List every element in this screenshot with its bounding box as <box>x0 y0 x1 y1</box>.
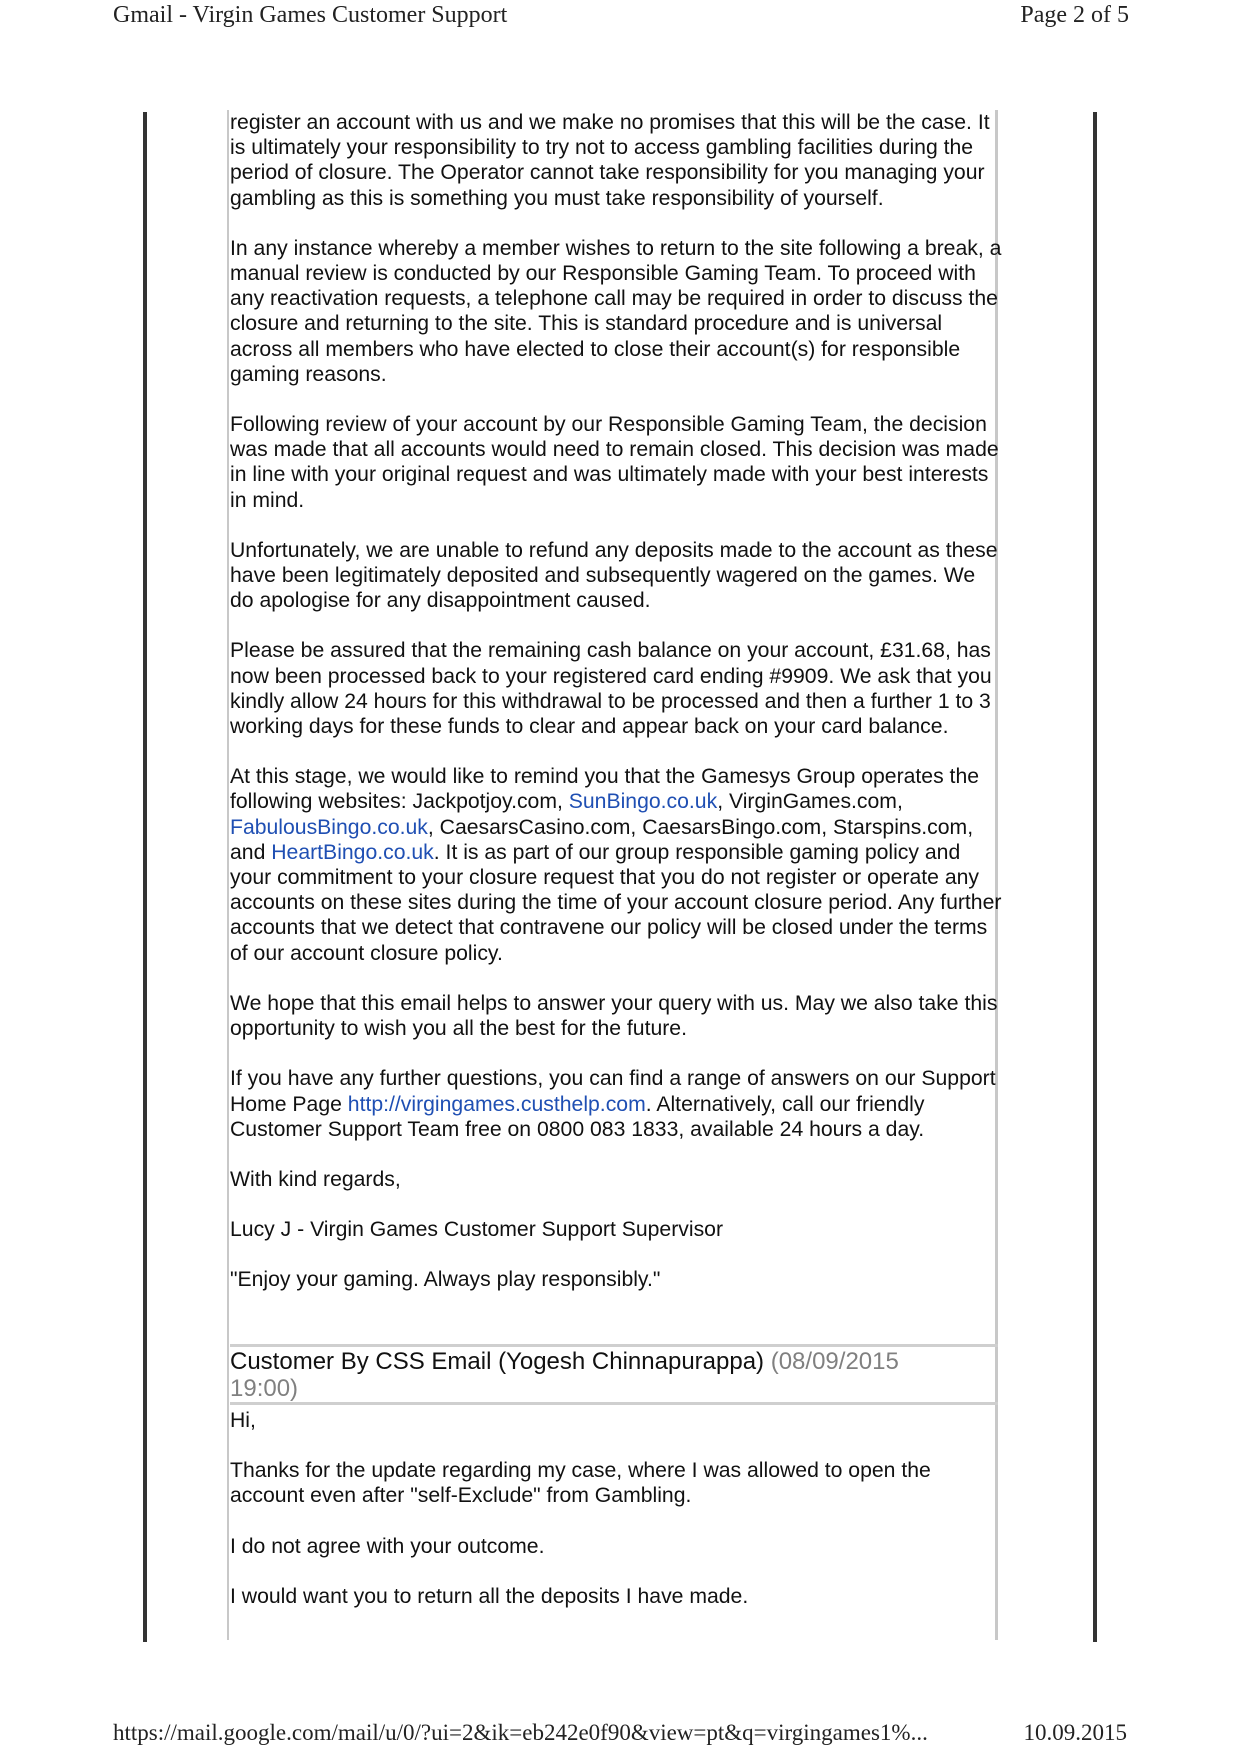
support-reply-message <box>230 110 1002 1318</box>
paragraph-tagline: "Enjoy your gaming. Always play responsibly." <box>230 1268 661 1292</box>
message-separator-top <box>230 1344 998 1347</box>
message-separator-bottom <box>230 1402 998 1405</box>
paragraph-group-websites: At this stage, we would like to remind you that the Gamesys Group operates the following websites: Jackpotjoy.com, SunBingo.co.uk, VirginGames.com, FabulousBingo.co.uk, CaesarsCasino.com, CaesarsBingo.com, Starspins.com, and HeartBingo.co.uk. It is as part of our group responsible gaming policy and your commitment to your closure request that you do not register or operate any accounts on these sites during the time of your account closure period. Any further accounts that we detect that contravene our policy will be closed under the terms of our account closure policy. <box>230 765 1002 965</box>
customer-message-sender: Customer By CSS Email (Yogesh Chinnapurappa) <box>230 1348 765 1375</box>
paragraph-support-contact: If you have any further questions, you can find a range of answers on our Support Home Page http://virgingames.custhelp.com. Alternatively, call our friendly Customer Support Team free on 0800 083 1833, available 24 hours a day. <box>230 1067 996 1141</box>
paragraph-signature: Lucy J - Virgin Games Customer Support Supervisor <box>230 1218 724 1242</box>
paragraph-regards: With kind regards, <box>230 1167 401 1191</box>
paragraph-thanks: Thanks for the update regarding my case, where I was allowed to open the account even after "self-Exclude" from Gambling. <box>230 1459 931 1508</box>
print-header-title: Gmail - Virgin Games Customer Support <box>113 2 508 28</box>
paragraph-return-deposits: I would want you to return all the deposits I have made. <box>230 1584 749 1608</box>
paragraph-no-refund: Unfortunately, we are unable to refund any deposits made to the account as these have been legitimately deposited and subsequently wagered on the games. We do apologise for any disappointment caused. <box>230 538 998 613</box>
paragraph-disagree: I do not agree with your outcome. <box>230 1534 545 1558</box>
left-border-bar <box>143 112 147 1642</box>
link-sunbingo[interactable]: SunBingo.co.uk <box>568 790 718 814</box>
customer-message-body <box>230 1408 1002 1634</box>
link-heartbingo[interactable]: HeartBingo.co.uk <box>271 840 434 864</box>
link-fabulousbingo[interactable]: FabulousBingo.co.uk <box>230 815 428 839</box>
message-column-left-rule <box>227 110 229 1640</box>
print-footer-date: 10.09.2015 <box>1023 1720 1127 1745</box>
customer-message-header <box>230 1348 950 1402</box>
customer-message-date: (08/09/2015 19:00) <box>230 1348 899 1402</box>
print-header-page-number: Page 2 of 5 <box>1020 2 1129 28</box>
link-support-home-page[interactable]: http://virgingames.custhelp.com <box>347 1092 646 1116</box>
print-footer-url: https://mail.google.com/mail/u/0/?ui=2&ik=eb242e0f90&view=pt&q=virgingames1%... <box>113 1720 928 1745</box>
paragraph-closure-responsibility: register an account with us and we make no promises that this will be the case. It is ultimately your responsibility to try not to access gambling facilities during the period of closure. The Operator cannot take responsibility for you managing your gambling as this is something you must take responsibility of yourself. <box>230 111 990 210</box>
paragraph-cash-balance: Please be assured that the remaining cash balance on your account, £31.68, has now been processed back to your registered card ending #9909. We ask that you kindly allow 24 hours for this withdrawal to be processed and then a further 1 to 3 working days for these funds to clear and appear back on your card balance. <box>230 639 992 739</box>
paragraph-reactivation-review: In any instance whereby a member wishes to return to the site following a break, a manual review is conducted by our Responsible Gaming Team. To proceed with any reactivation requests, a telephone call may be required in order to discuss the closure and returning to the site. This is standard procedure and is universal across all members who have elected to close their account(s) for responsible gaming reasons. <box>230 236 1002 386</box>
paragraph-best-wishes: We hope that this email helps to answer your query with us. May we also take this opportunity to wish you all the best for the future. <box>230 991 998 1041</box>
paragraph-greeting: Hi, <box>230 1409 256 1432</box>
paragraph-review-decision: Following review of your account by our Responsible Gaming Team, the decision was made that all accounts would need to remain closed. This decision was made in line with your original request and was ultimately made with your best interests in mind. <box>230 413 999 512</box>
right-border-bar <box>1093 112 1097 1642</box>
